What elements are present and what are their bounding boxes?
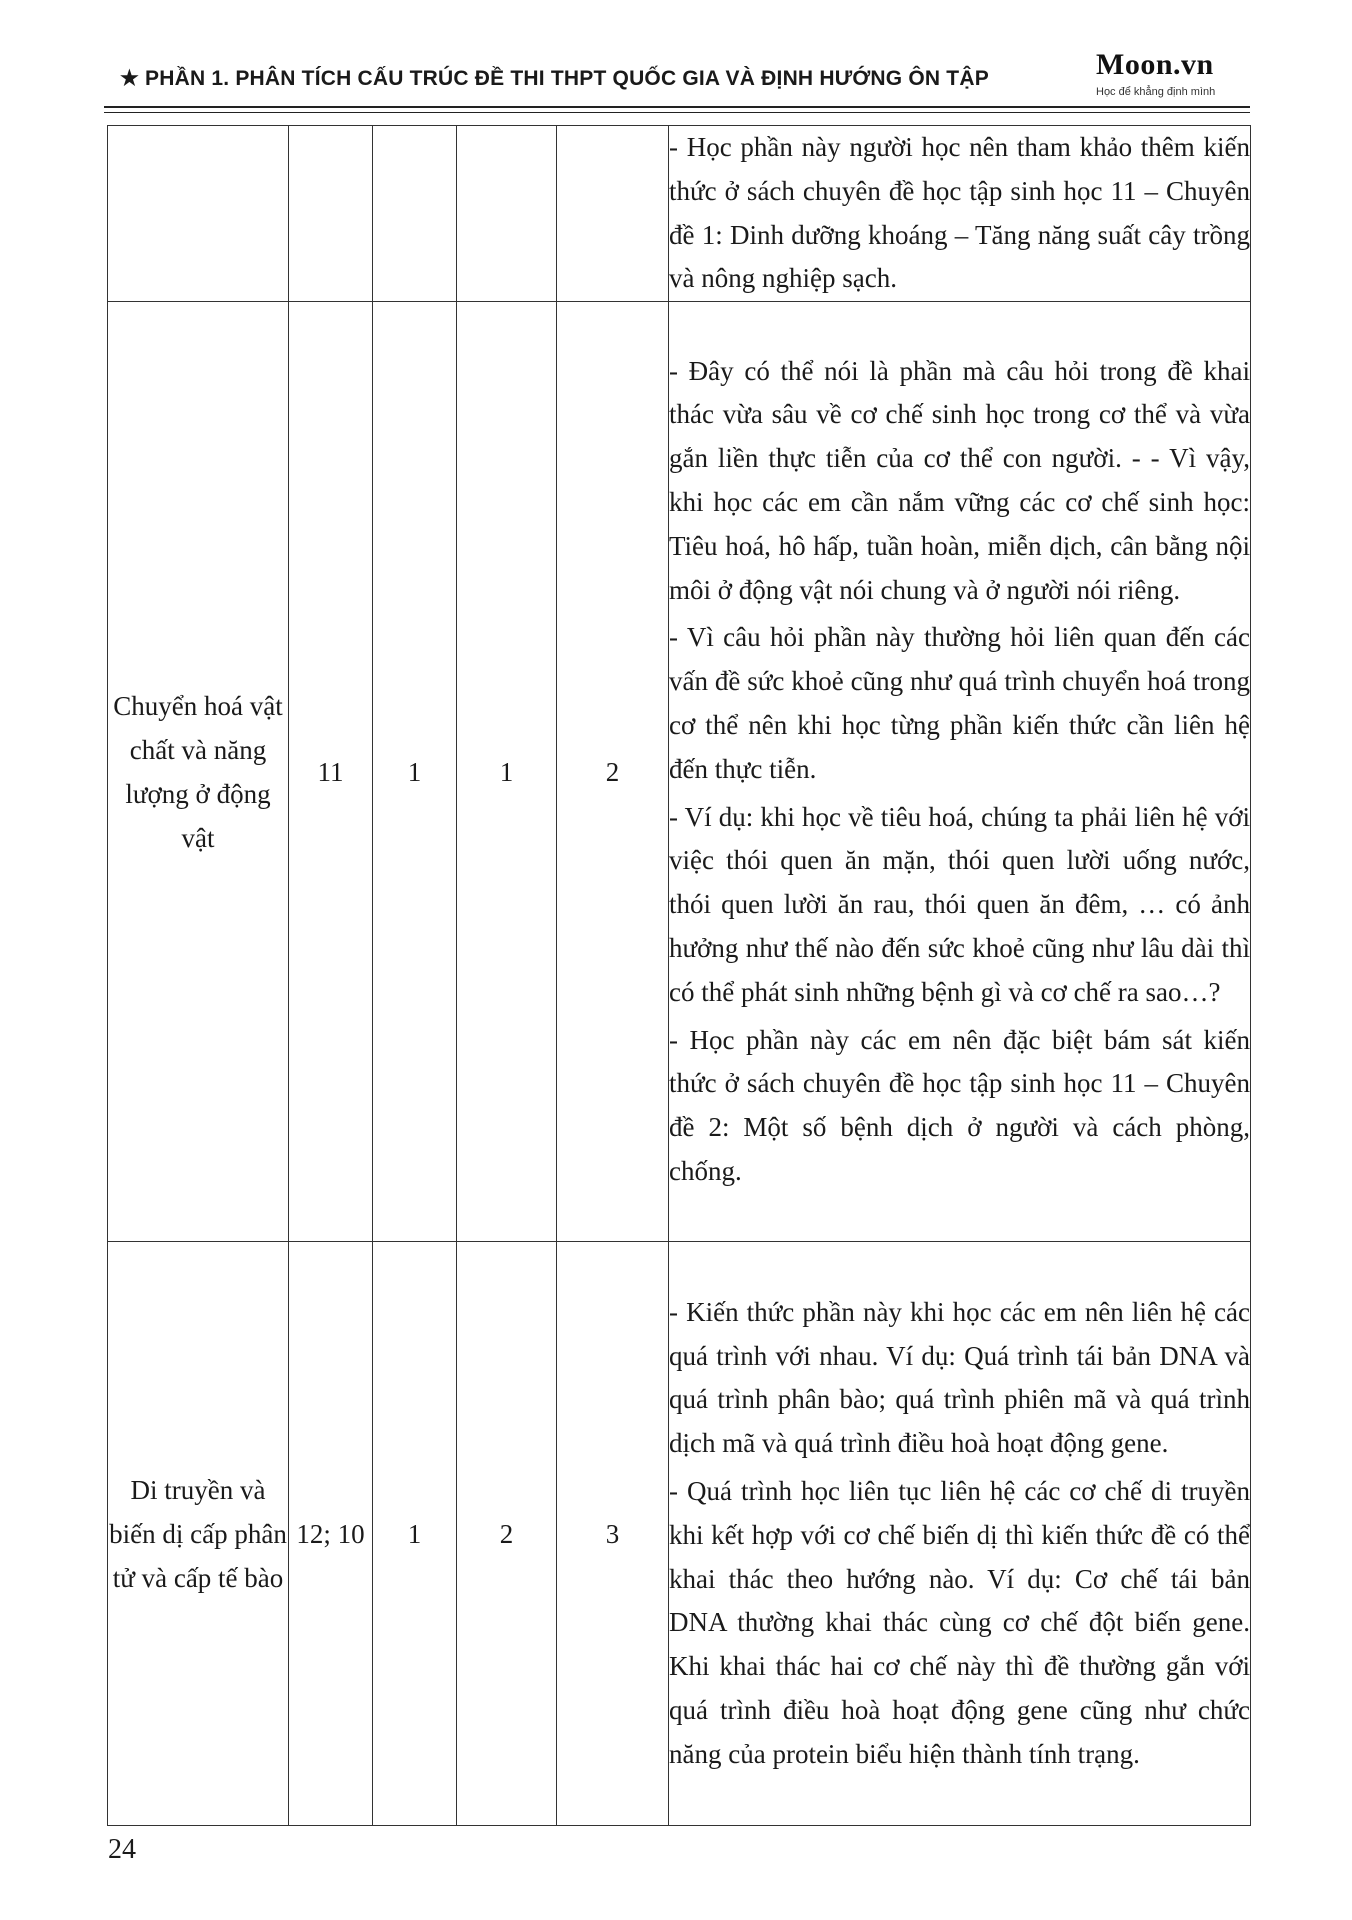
brand-name: Moon.vn xyxy=(1096,48,1214,81)
note-paragraph: - Đây có thể nói là phần mà câu hỏi trong đề khai thác vừa sâu về cơ chế sinh học trong cơ thể và vừa gắn liền thực tiễn của cơ thể con người. - - Vì vậy, khi học các em cần nắm vững các cơ chế sinh học: Tiêu hoá, hô hấp, tuần hoàn, miễn dịch, cân bằng nội môi ở động vật nói chung và ở người nói riêng. xyxy=(669,355,1250,605)
note-paragraph: - Quá trình học liên tục liên hệ các cơ chế di truyền khi kết hợp với cơ chế biến dị thì kiến thức đề có thể khai thác theo hướng nào. Ví dụ: Cơ chế tái bản DNA thường khai thác cùng cơ chế đột biến gene. Khi khai thác hai cơ chế này thì đề thường gắn với quá trình điều hoà hoạt động gene cũng như chức năng của protein biểu hiện thành tính trạng. xyxy=(669,1475,1250,1769)
notes-cell xyxy=(669,1242,1251,1826)
grade-cell: 12; 10 xyxy=(289,1242,373,1826)
count-cell: 1 xyxy=(457,302,557,1242)
note-paragraph: - Ví dụ: khi học về tiêu hoá, chúng ta phải liên hệ với việc thói quen ăn mặn, thói quen lười uống nước, thói quen lười ăn rau, thói quen ăn đêm, … có ảnh hưởng như thế nào đến sức khoẻ cũng như lâu dài thì có thể phát sinh những bệnh gì và cơ chế ra sao…? xyxy=(669,801,1250,1007)
notes-cell xyxy=(669,126,1251,302)
count-cell: 2 xyxy=(457,1242,557,1826)
brand-slogan: Học để khẳng định mình xyxy=(1096,86,1216,98)
grade-cell: 11 xyxy=(289,302,373,1242)
topic-cell xyxy=(108,126,289,302)
count-cell xyxy=(373,126,457,302)
note-paragraph: - Kiến thức phần này khi học các em nên liên hệ các quá trình với nhau. Ví dụ: Quá trình tái bản DNA và quá trình phân bào; quá trình phiên mã và quá trình dịch mã và quá trình điều hoà hoạt động gene. xyxy=(669,1296,1250,1459)
header-rule xyxy=(104,106,1250,108)
topic-cell: Chuyển hoá vật chất và năng lượng ở động vật xyxy=(108,302,289,1242)
notes-cell xyxy=(669,302,1251,1242)
table-row xyxy=(108,302,1251,1242)
content-table xyxy=(107,125,1251,1826)
table-row xyxy=(108,1242,1251,1826)
header-rule-thin xyxy=(104,112,1250,113)
count-cell xyxy=(557,126,669,302)
count-cell: 1 xyxy=(373,302,457,1242)
note-paragraph: - Vì câu hỏi phần này thường hỏi liên quan đến các vấn đề sức khoẻ cũng như quá trình chuyển hoá trong cơ thể nên khi học từng phần kiến thức cần liên hệ đến thực tiễn. xyxy=(669,622,1250,784)
count-cell xyxy=(457,126,557,302)
note-paragraph: - Học phần này các em nên đặc biệt bám sát kiến thức ở sách chuyên đề học tập sinh học 11 – Chuyên đề 2: Một số bệnh dịch ở người và cách phòng, chống. xyxy=(669,1024,1250,1186)
count-cell: 3 xyxy=(557,1242,669,1826)
page-number: 24 xyxy=(108,1834,136,1865)
brand-logo xyxy=(1096,50,1246,100)
running-header-title: ★ PHẦN 1. PHÂN TÍCH CẤU TRÚC ĐỀ THI THPT QUỐC GIA VÀ ĐỊNH HƯỚNG ÔN TẬP xyxy=(120,67,989,90)
grade-cell xyxy=(289,126,373,302)
table-row xyxy=(108,126,1251,302)
topic-cell: Di truyền và biến dị cấp phân tử và cấp tế bào xyxy=(108,1242,289,1826)
count-cell: 1 xyxy=(373,1242,457,1826)
count-cell: 2 xyxy=(557,302,669,1242)
note-paragraph: - Học phần này người học nên tham khảo thêm kiến thức ở sách chuyên đề học tập sinh học 11 – Chuyên đề 1: Dinh dưỡng khoáng – Tăng năng suất cây trồng và nông nghiệp sạch. xyxy=(669,132,1250,294)
